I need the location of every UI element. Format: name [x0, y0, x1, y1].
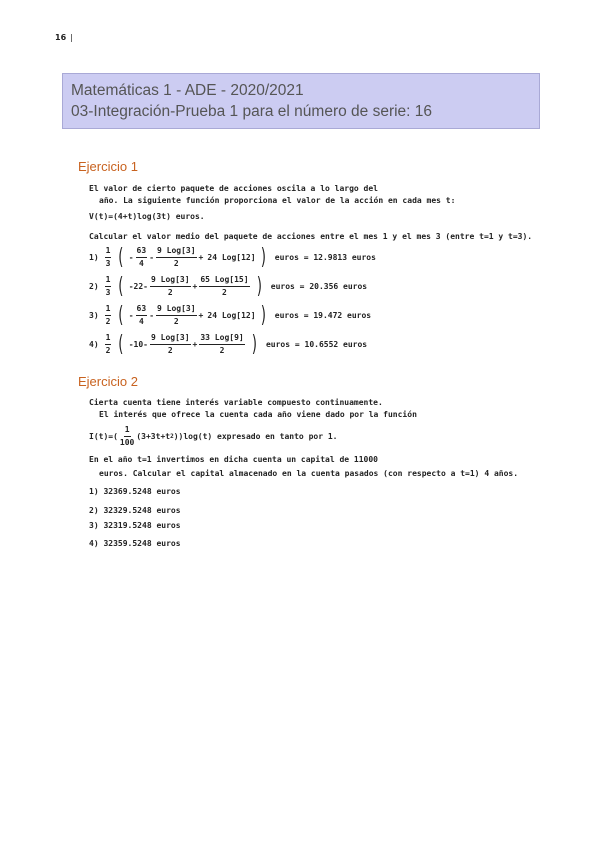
operator: -	[149, 253, 155, 262]
term-a-fraction: $\frac{63}{4}$	[136, 246, 147, 268]
exercise-2-option-1: 1) 32369.5248 euros	[89, 487, 181, 496]
function-prefix: I(t)=(	[89, 432, 118, 441]
operator: +	[198, 311, 204, 320]
operator: -	[143, 340, 148, 349]
exercise-1-question: Calcular el valor medio del paquete de acciones entre el mes 1 y el mes 3 (entre t=1 y t=3).	[89, 232, 533, 241]
exercise-2-option-3: 3) 32319.5248 euros	[89, 521, 181, 530]
exercise-1-option-4	[89, 333, 367, 356]
page-number	[55, 33, 73, 42]
term-c: 24 Log[12]	[207, 253, 256, 262]
document-header	[62, 73, 540, 129]
exercise-2-text-line-2: El interés que ofrece la cuenta cada año viene dado por la función	[99, 410, 417, 419]
close-paren: )	[259, 302, 268, 328]
close-paren: )	[255, 273, 264, 299]
page-separator: |	[70, 33, 73, 42]
term-c-fraction: $\frac{\text{65 Log[15]}}{2}$	[200, 275, 249, 297]
prefactor-fraction: $\frac{1}{2}$	[105, 304, 111, 326]
exercise-1-function: V(t)=(4+t)log(3t) euros.	[89, 212, 205, 221]
operator: -	[143, 282, 148, 291]
term-a: -22	[128, 282, 144, 291]
option-result: euros = 20.356 euros	[270, 282, 368, 291]
option-result: euros = 19.472 euros	[274, 311, 372, 320]
operator: +	[198, 253, 204, 262]
option-result: euros = 12.9813 euros	[274, 253, 376, 262]
exercise-2-title: Ejercicio 2	[78, 374, 138, 389]
header-course-title: Matemáticas 1 - ADE - 2020/2021	[71, 82, 304, 99]
operator: +	[192, 282, 198, 291]
exercise-1-text-line-2: año. La siguiente función proporciona el valor de la acción en cada mes t:	[99, 196, 456, 205]
term-b-fraction: $\frac{\text{9 Log[3]}}{2}$	[157, 304, 196, 326]
exercise-2-option-2: 2) 32329.5248 euros	[89, 506, 181, 515]
open-paren: (	[117, 273, 126, 299]
exercise-1-option-3	[89, 304, 371, 327]
option-label: 1)	[89, 253, 99, 262]
exercise-2-text-line-4: euros. Calcular el capital almacenado en la cuenta pasados (con respecto a t=1) 4 años.	[99, 469, 519, 478]
close-paren: )	[250, 331, 259, 357]
close-paren: )	[259, 244, 268, 270]
function-suffix: ))log(t) expresado en tanto por 1.	[173, 432, 338, 441]
term-b-fraction: $\frac{\text{9 Log[3]}}{2}$	[157, 246, 196, 268]
page-number-value: 16	[55, 33, 67, 42]
function-exponent: 2	[170, 433, 174, 440]
option-label: 3)	[89, 311, 99, 320]
term-sign: -	[128, 253, 134, 262]
term-b-fraction: $\frac{\text{9 Log[3]}}{2}$	[151, 333, 190, 355]
term-c: 24 Log[12]	[207, 311, 256, 320]
open-paren: (	[117, 244, 126, 270]
function-fraction: $\frac{1}{100}$	[119, 425, 135, 447]
option-label: 4)	[89, 340, 99, 349]
prefactor-fraction: $\frac{1}{3}$	[105, 246, 111, 268]
exercise-1-option-1	[89, 246, 376, 269]
exercise-2-text-line-3: En el año t=1 invertimos en dicha cuenta un capital de 11000	[89, 455, 378, 464]
function-body: (3+3t+t	[136, 432, 171, 441]
open-paren: (	[117, 331, 126, 357]
exercise-2-text-line-1: Cierta cuenta tiene interés variable compuesto continuamente.	[89, 398, 383, 407]
prefactor-fraction: $\frac{1}{3}$	[105, 275, 111, 297]
header-test-title: 03-Integración-Prueba 1 para el número de serie: 16	[71, 103, 433, 120]
exercise-2-function	[89, 425, 337, 448]
term-a-fraction: $\frac{63}{4}$	[136, 304, 147, 326]
term-a: -10	[128, 340, 144, 349]
exercise-2-option-4: 4) 32359.5248 euros	[89, 539, 181, 548]
term-sign: -	[128, 311, 134, 320]
open-paren: (	[117, 302, 126, 328]
term-c-fraction: $\frac{\text{33 Log[9]}}{2}$	[200, 333, 244, 355]
option-label: 2)	[89, 282, 99, 291]
operator: +	[192, 340, 198, 349]
prefactor-fraction: $\frac{1}{2}$	[105, 333, 111, 355]
exercise-1-option-2	[89, 275, 367, 298]
operator: -	[149, 311, 155, 320]
option-result: euros = 10.6552 euros	[265, 340, 368, 349]
term-b-fraction: $\frac{\text{9 Log[3]}}{2}$	[151, 275, 190, 297]
exercise-1-title: Ejercicio 1	[78, 159, 138, 174]
exercise-1-text-line-1: El valor de cierto paquete de acciones oscila a lo largo del	[89, 184, 378, 193]
